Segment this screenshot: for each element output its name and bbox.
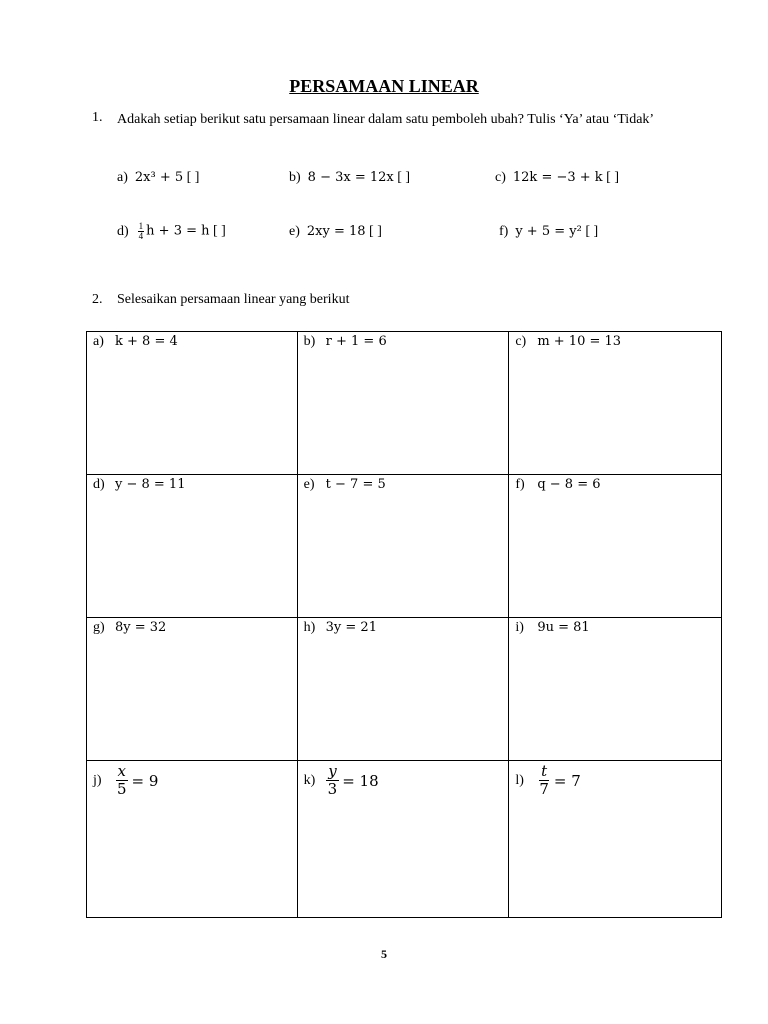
answer-cell-l[interactable] [509,761,722,918]
cell-label: c) [515,334,527,349]
cell-label: d) [93,477,105,492]
q1-option-a [117,170,199,186]
option-label: b) [289,170,301,185]
cell-label: h) [303,620,316,635]
fraction-numerator: t [541,762,548,780]
cell-fraction [115,763,129,799]
fraction-denominator: 3 [327,780,338,799]
cell-label: l) [515,772,524,788]
page-number: 5 [381,947,387,961]
answer-bracket[interactable]: [ ] [606,170,619,185]
option-label: a) [117,170,128,185]
cell-label: g) [93,620,105,635]
fraction-denominator: 4 [138,231,144,241]
cell-rhs: = 7 [553,771,581,790]
cell-label: b) [303,334,316,349]
cell-label: f) [515,477,525,492]
option-expression: 2xy = 18 [306,224,366,239]
cell-label: a) [93,334,104,349]
option-expression: 2x³ + 5 [134,170,184,185]
option-expression: 12k = −3 + k [512,170,603,185]
q1-option-f [499,224,598,240]
q1-option-c [495,170,619,186]
fraction-numerator: x [117,762,126,780]
cell-equation: 8y = 32 [115,620,167,635]
answer-cell-a[interactable] [87,332,298,475]
q1-option-e [289,224,382,240]
option-fraction [138,222,145,241]
page-title: PERSAMAAN LINEAR [289,76,479,96]
answer-bracket[interactable]: [ ] [585,224,599,239]
option-expression: h + 3 = h [146,223,210,239]
option-expression: 8 − 3x = 12x [307,170,394,185]
answer-cell-c[interactable] [509,332,722,475]
cell-equation: 9u = 81 [537,620,590,635]
cell-label: k) [303,772,316,788]
option-expression: y + 5 = y² [515,224,582,239]
question-2-text: Selesaikan persamaan linear yang berikut [117,292,350,307]
cell-label: j) [93,772,102,788]
answer-cell-h[interactable] [297,618,509,761]
cell-fraction [537,763,551,799]
cell-rhs: = 18 [342,771,379,790]
fraction-denominator: 5 [117,780,127,799]
fraction-numerator: 1 [138,221,144,231]
q1-option-d [117,222,226,241]
cell-fraction [326,763,340,799]
answer-cell-g[interactable] [87,618,298,761]
question-1-number: 1. [92,110,103,125]
option-label: f) [499,224,509,239]
answer-cell-f[interactable] [509,475,722,618]
cell-rhs: = 9 [131,771,159,790]
cell-equation: m + 10 = 13 [537,334,622,349]
answer-cell-e[interactable] [297,475,509,618]
answer-bracket[interactable]: [ ] [397,170,411,185]
cell-equation: 3y = 21 [325,620,377,635]
option-label: d) [117,223,129,239]
cell-label: i) [515,620,524,635]
answer-cell-j[interactable] [87,761,298,918]
question-1-text: Adakah setiap berikut satu persamaan linear dalam satu pemboleh ubah? Tulis ‘Ya’ atau ‘Tidak’ [117,112,655,127]
answer-bracket[interactable]: [ ] [369,224,382,239]
cell-equation: q − 8 = 6 [537,477,601,492]
answer-bracket[interactable]: [ ] [186,170,200,185]
fraction-numerator: y [328,762,337,780]
q1-option-b [289,170,410,186]
answer-cell-b[interactable] [297,332,509,475]
question-2-number: 2. [92,292,103,307]
cell-equation: t − 7 = 5 [325,477,386,492]
cell-equation: y − 8 = 11 [115,477,186,492]
answer-cell-d[interactable] [87,475,298,618]
cell-equation: r + 1 = 6 [325,334,387,349]
option-label: e) [289,224,300,239]
cell-equation: k + 8 = 4 [115,334,178,349]
option-label: c) [495,170,506,185]
answer-cell-k[interactable] [297,761,509,918]
cell-label: e) [303,477,315,492]
answer-grid [86,331,722,918]
fraction-denominator: 7 [539,780,549,799]
answer-bracket[interactable]: [ ] [213,223,226,239]
answer-cell-i[interactable] [509,618,722,761]
